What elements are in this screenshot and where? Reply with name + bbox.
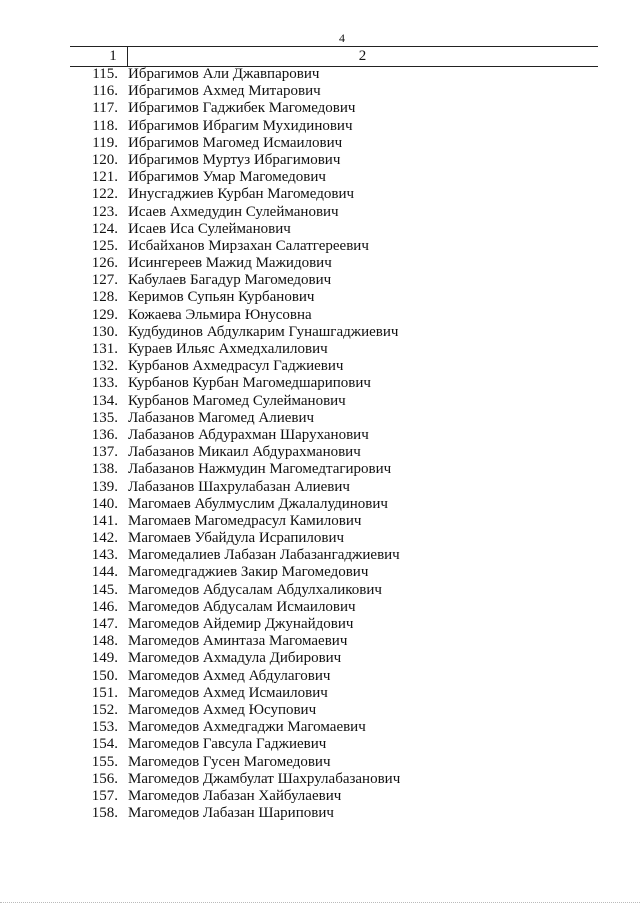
person-name: Магомедов Ахмед Юсупович [128, 701, 317, 718]
table-row [0, 530, 640, 547]
row-number: 143. [91, 547, 118, 564]
table-row [0, 668, 640, 685]
row-number: 140. [91, 495, 118, 512]
table-row [0, 685, 640, 702]
row-number: 125. [91, 237, 118, 254]
person-name: Магомедов Ахмед Абдулагович [128, 667, 331, 684]
person-name: Магомедов Гавсула Гаджиевич [128, 736, 327, 753]
table-row [0, 289, 640, 306]
table-row [0, 771, 640, 788]
table-row [0, 461, 640, 478]
table-row [0, 650, 640, 667]
table-row [0, 582, 640, 599]
row-number: 115. [92, 66, 118, 82]
person-name: Исаев Иса Сулейманович [128, 220, 291, 237]
row-number: 127. [91, 272, 118, 289]
row-number: 131. [91, 341, 118, 357]
row-number: 128. [91, 289, 118, 306]
row-number: 156. [91, 770, 118, 787]
row-number: 126. [91, 255, 118, 272]
person-name: Ибрагимов Умар Магомедович [128, 169, 326, 186]
person-name: Исаев Ахмедудин Сулейманович [128, 203, 339, 220]
person-name: Магомаев Магомедрасул Камилович [128, 512, 362, 529]
person-name: Магомедов Айдемир Джунайдович [128, 616, 354, 632]
person-name: Магомедов Джамбулат Шахрулабазанович [128, 770, 401, 787]
table-row [0, 118, 640, 135]
table-row [0, 169, 640, 186]
table-row [0, 754, 640, 771]
row-number: 132. [91, 358, 118, 375]
person-name: Кураев Ильяс Ахмедхалилович [128, 341, 328, 357]
person-name: Ибрагимов Ибрагим Мухидинович [128, 117, 353, 134]
person-name: Магомедов Ахмедгаджи Магомаевич [128, 719, 366, 736]
row-number: 153. [91, 719, 118, 736]
person-name: Ибрагимов Ахмед Митарович [128, 83, 321, 100]
table-row [0, 719, 640, 736]
row-number: 129. [91, 306, 118, 323]
person-name: Ибрагимов Гаджибек Магомедович [128, 100, 356, 117]
row-number: 139. [91, 478, 118, 495]
table-row [0, 272, 640, 289]
person-name: Исингереев Мажид Мажидович [128, 255, 332, 272]
row-number: 148. [91, 633, 118, 650]
bottom-rule [0, 902, 640, 903]
row-number: 151. [91, 684, 118, 701]
person-name: Магомедов Лабазан Хайбулаевич [128, 787, 342, 804]
table-row [0, 633, 640, 650]
table-row [0, 221, 640, 238]
table-row [0, 152, 640, 169]
person-name: Лабазанов Магомед Алиевич [128, 409, 315, 426]
row-number: 149. [91, 650, 118, 667]
row-number: 137. [91, 444, 118, 461]
person-name: Кабулаев Багадур Магомедович [128, 272, 332, 289]
person-name: Лабазанов Абдурахман Шаруханович [128, 426, 369, 443]
person-name: Кожаева Эльмира Юнусовна [128, 306, 312, 323]
table-row [0, 186, 640, 203]
table-row [0, 135, 640, 152]
person-name: Кудбудинов Абдулкарим Гунашгаджиевич [128, 323, 399, 340]
table-row [0, 496, 640, 513]
table-row [0, 702, 640, 719]
row-number: 152. [91, 701, 118, 718]
table-row [0, 375, 640, 392]
person-name: Керимов Супьян Курбанович [128, 289, 315, 306]
table-row [0, 66, 640, 83]
row-number: 124. [91, 220, 118, 237]
table-row [0, 358, 640, 375]
person-name: Инусгаджиев Курбан Магомедович [128, 186, 355, 203]
row-number: 138. [91, 461, 118, 478]
table-row [0, 393, 640, 410]
table-row [0, 238, 640, 255]
table-row [0, 83, 640, 100]
person-name: Магомедов Абдусалам Абдулхаликович [128, 581, 382, 598]
row-number: 154. [91, 736, 118, 753]
column-header-name: 2 [358, 48, 367, 64]
person-name: Курбанов Магомед Сулейманович [128, 392, 346, 409]
person-name: Курбанов Курбан Магомедшарипович [128, 375, 371, 392]
person-name: Магомедалиев Лабазан Лабазангаджиевич [128, 547, 400, 564]
row-number: 134. [91, 392, 118, 409]
row-number: 117. [92, 100, 118, 117]
row-number: 133. [91, 375, 118, 392]
row-number: 157. [91, 787, 118, 804]
table-row [0, 307, 640, 324]
person-name: Магомедов Гусен Магомедович [128, 753, 331, 770]
row-number: 145. [91, 581, 118, 598]
row-number: 116. [92, 83, 118, 100]
person-name: Магомаев Абулмуслим Джалалудинович [128, 495, 388, 512]
table-row [0, 204, 640, 221]
row-number: 158. [91, 805, 118, 822]
row-number: 155. [91, 753, 118, 770]
column-header-number: 1 [109, 48, 117, 64]
person-name: Магомедов Абдусалам Исмаилович [128, 598, 356, 615]
table-row [0, 479, 640, 496]
row-number: 120. [91, 151, 118, 168]
person-name: Магомедов Ахмадула Дибирович [128, 650, 342, 667]
page-number: 4 [339, 31, 345, 45]
person-name: Исбайханов Мирзахан Салатгереевич [128, 237, 369, 254]
table-row [0, 410, 640, 427]
name-list [0, 66, 640, 822]
table-row [0, 100, 640, 117]
person-name: Ибрагимов Али Джавпарович [128, 66, 320, 82]
row-number: 121. [91, 169, 118, 186]
person-name: Ибрагимов Магомед Исмаилович [128, 134, 343, 151]
row-number: 118. [92, 117, 118, 134]
table-row [0, 599, 640, 616]
person-name: Лабазанов Шахрулабазан Алиевич [128, 478, 350, 495]
person-name: Ибрагимов Муртуз Ибрагимович [128, 151, 341, 168]
row-number: 150. [91, 667, 118, 684]
table-row [0, 427, 640, 444]
table-row [0, 805, 640, 822]
row-number: 141. [91, 512, 118, 529]
row-number: 142. [91, 530, 118, 547]
person-name: Магомаев Убайдула Исрапилович [128, 530, 345, 547]
row-number: 146. [91, 598, 118, 615]
table-row [0, 547, 640, 564]
row-number: 122. [91, 186, 118, 203]
table-row [0, 513, 640, 530]
row-number: 119. [92, 134, 118, 151]
person-name: Магомедов Лабазан Шарипович [128, 805, 334, 822]
person-name: Магомедгаджиев Закир Магомедович [128, 564, 369, 581]
table-row [0, 564, 640, 581]
table-row [0, 616, 640, 633]
row-number: 136. [91, 426, 118, 443]
table-row [0, 324, 640, 341]
table-row [0, 341, 640, 358]
person-name: Курбанов Ахмедрасул Гаджиевич [128, 358, 344, 375]
row-number: 123. [91, 203, 118, 220]
row-number: 147. [91, 616, 118, 632]
row-number: 130. [91, 323, 118, 340]
table-row [0, 255, 640, 272]
table-row [0, 444, 640, 461]
table-header [70, 46, 598, 67]
table-row [0, 736, 640, 753]
person-name: Магомедов Аминтаза Магомаевич [128, 633, 348, 650]
table-row [0, 788, 640, 805]
person-name: Лабазанов Микаил Абдурахманович [128, 444, 361, 461]
row-number: 135. [91, 409, 118, 426]
person-name: Магомедов Ахмед Исмаилович [128, 684, 328, 701]
row-number: 144. [91, 564, 118, 581]
person-name: Лабазанов Нажмудин Магомедтагирович [128, 461, 392, 478]
